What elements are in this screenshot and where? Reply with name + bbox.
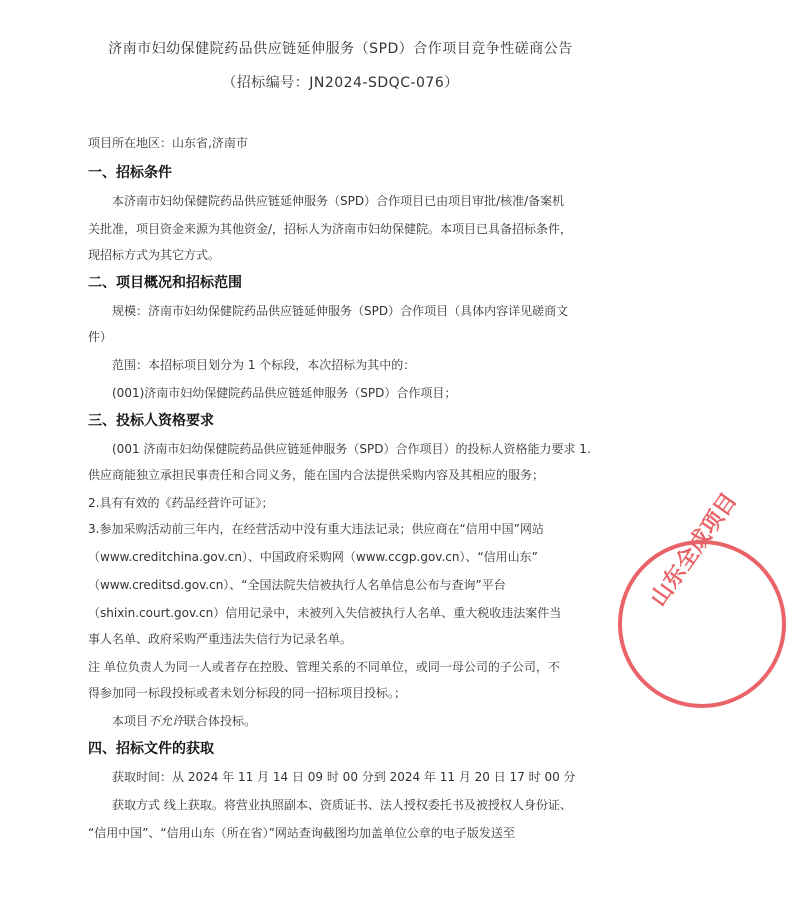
- document-title: 济南市妇幼保健院药品供应链延伸服务（SPD）合作项目竞争性磋商公告: [108, 41, 573, 57]
- paragraph-line: 获取时间：从 2024 年 11 月 14 日 09 时 00 分到 2024 年 11 月 20 日 17 时 00 分: [112, 770, 576, 784]
- section-heading-3: 三、投标人资格要求: [88, 413, 214, 429]
- paragraph-line: 3.参加采购活动前三年内，在经营活动中没有重大违法记录；供应商在“信用中国”网站: [88, 522, 544, 536]
- section-heading-1: 一、招标条件: [88, 165, 172, 181]
- section-heading-2: 二、项目概况和招标范围: [88, 275, 242, 291]
- paragraph-line: (001)济南市妇幼保健院药品供应链延伸服务（SPD）合作项目；: [112, 386, 457, 400]
- stamp-text: 山东全成项目: [646, 488, 743, 612]
- paragraph-line: 本济南市妇幼保健院药品供应链延伸服务（SPD）合作项目已由项目审批/核准/备案机: [112, 194, 565, 208]
- paragraph-line: 关批准，项目资金来源为其他资金/，招标人为济南市妇幼保健院。本项目已具备招标条件，: [88, 222, 573, 236]
- consortium-note: [112, 712, 256, 729]
- paragraph-line: 供应商能独立承担民事责任和合同义务，能在国内合法提供采购内容及其相应的服务；: [88, 468, 545, 482]
- paragraph-line: 件）: [88, 330, 113, 344]
- section-heading-4: 四、招标文件的获取: [88, 741, 214, 757]
- consortium-note-suffix: 联合体投标。: [184, 714, 257, 728]
- paragraph-line: 获取方式 线上获取。将营业执照副本、资质证书、法人授权委托书及被授权人身份证、: [112, 798, 572, 812]
- paragraph-line: （www.creditsd.gov.cn）、“全国法院失信被执行人名单信息公布与查询”平台: [88, 578, 506, 592]
- paragraph-line: 范围：本招标项目划分为 1 个标段，本次招标为其中的：: [112, 358, 416, 372]
- consortium-note-prefix: 本项目: [112, 714, 149, 728]
- paragraph-line: 规模：济南市妇幼保健院药品供应链延伸服务（SPD）合作项目（具体内容详见磋商文: [112, 304, 569, 318]
- project-region: 项目所在地区：山东省,济南市: [88, 136, 248, 150]
- document-subtitle: （招标编号：JN2024-SDQC-076）: [222, 75, 459, 91]
- paragraph-line: 注 单位负责人为同一人或者存在控股、管理关系的不同单位，或同一母公司的子公司，不: [88, 660, 560, 674]
- paragraph-line: 得参加同一标段投标或者未划分标段的同一招标项目投标。；: [88, 686, 407, 700]
- paragraph-line: 事人名单、政府采购严重违法失信行为记录名单。: [88, 632, 353, 646]
- paragraph-line: “信用中国”、“信用山东（所在省）”网站查询截图均加盖单位公章的电子版发送至: [88, 826, 515, 840]
- company-seal-stamp: [618, 488, 786, 708]
- paragraph-line: （shixin.court.gov.cn）信用记录中，未被列入失信被执行人名单、重大税收违法案件当: [88, 606, 562, 620]
- paragraph-line: 2.具有有效的《药品经营许可证》；: [88, 496, 274, 510]
- paragraph-line: (001 济南市妇幼保健院药品供应链延伸服务（SPD）合作项目）的投标人资格能力要求 1.: [112, 442, 591, 456]
- paragraph-line: （www.creditchina.gov.cn）、中国政府采购网（www.ccgp.gov.cn）、“信用山东”: [88, 550, 538, 564]
- consortium-note-emphasis: 不允许: [148, 714, 185, 728]
- paragraph-line: 现招标方式为其它方式。: [88, 248, 221, 262]
